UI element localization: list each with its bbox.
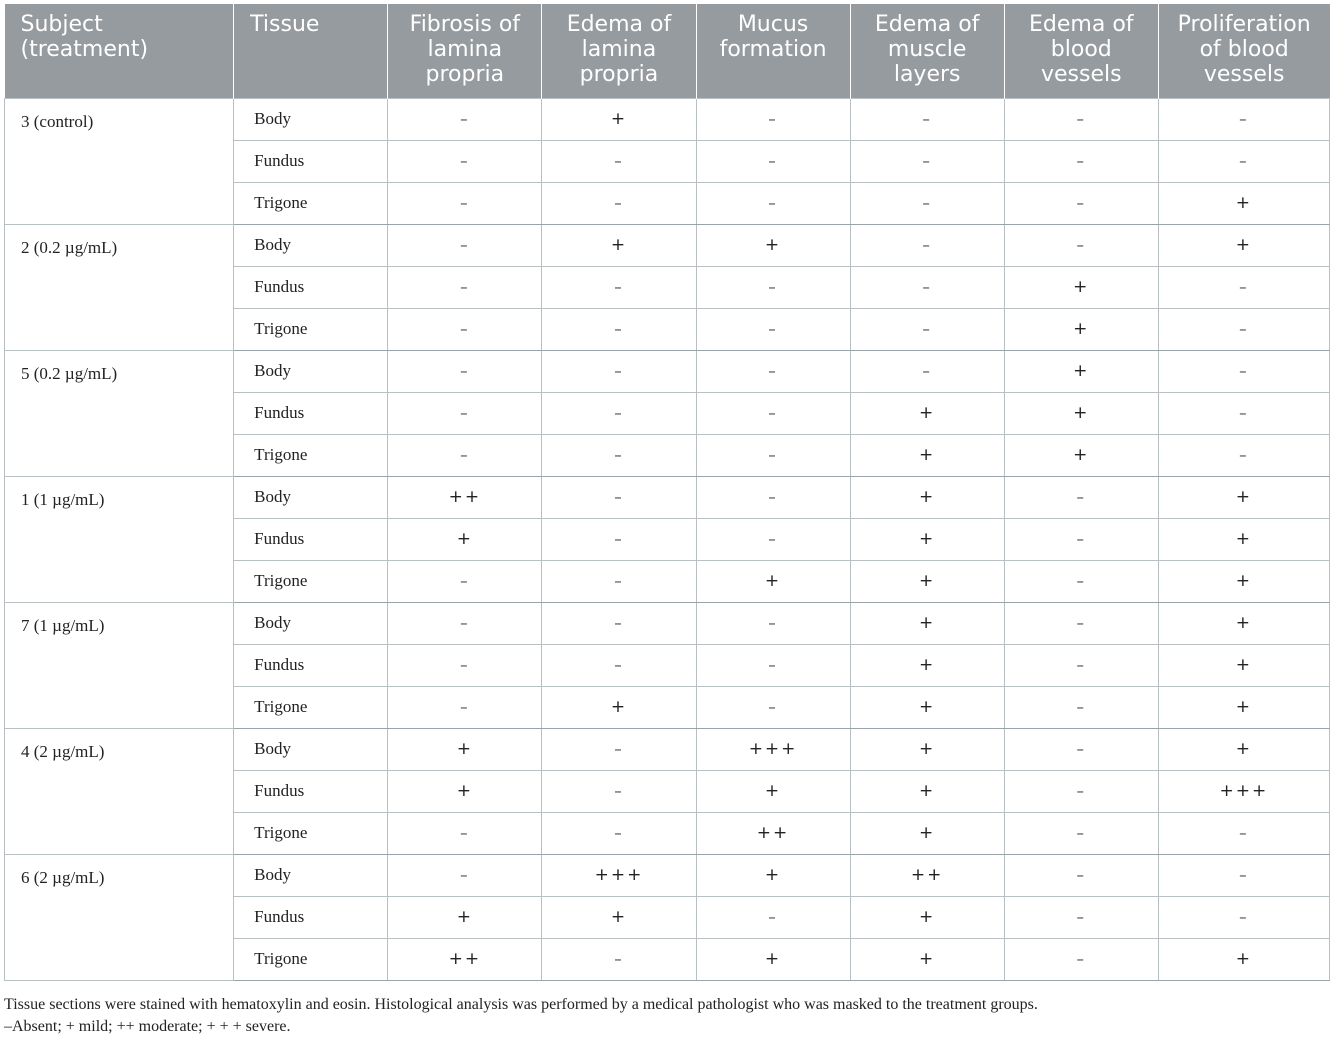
score-cell-edema-of-lamina-propria: – <box>542 770 696 812</box>
tissue-cell: Fundus <box>234 770 388 812</box>
histology-table-container <box>4 4 1330 981</box>
score-cell-edema-of-lamina-propria: – <box>542 182 696 224</box>
tissue-cell: Trigone <box>234 560 388 602</box>
score-cell-fibrosis-of-lamina-propria: – <box>388 266 542 308</box>
score-cell-mucus-formation: – <box>696 266 850 308</box>
column-header-subject-treatment <box>5 4 234 98</box>
column-header-line: Edema of <box>874 12 980 37</box>
column-header-line: layers <box>893 62 961 87</box>
score-cell-proliferation-of-blood-vessels: +++ <box>1158 770 1329 812</box>
score-cell-proliferation-of-blood-vessels: – <box>1158 98 1329 140</box>
score-cell-mucus-formation: + <box>696 560 850 602</box>
table-footnotes <box>4 994 1324 1038</box>
column-header-line: propria <box>425 62 505 87</box>
score-cell-proliferation-of-blood-vessels: + <box>1158 182 1329 224</box>
score-cell-edema-of-lamina-propria: +++ <box>542 854 696 896</box>
histology-table <box>4 4 1330 981</box>
column-header-line: Proliferation <box>1177 12 1311 37</box>
column-header-mucus-formation <box>696 4 850 98</box>
score-cell-edema-of-muscle-layers: – <box>850 182 1004 224</box>
score-cell-proliferation-of-blood-vessels: + <box>1158 644 1329 686</box>
score-cell-fibrosis-of-lamina-propria: – <box>388 560 542 602</box>
score-cell-fibrosis-of-lamina-propria: + <box>388 728 542 770</box>
score-cell-edema-of-blood-vessels: + <box>1004 308 1158 350</box>
score-cell-edema-of-blood-vessels: + <box>1004 392 1158 434</box>
score-cell-edema-of-muscle-layers: + <box>850 896 1004 938</box>
tissue-cell: Body <box>234 224 388 266</box>
score-cell-mucus-formation: – <box>696 140 850 182</box>
tissue-cell: Trigone <box>234 182 388 224</box>
score-cell-edema-of-lamina-propria: – <box>542 434 696 476</box>
score-cell-mucus-formation: – <box>696 602 850 644</box>
score-cell-fibrosis-of-lamina-propria: – <box>388 434 542 476</box>
score-cell-edema-of-muscle-layers: – <box>850 224 1004 266</box>
score-cell-edema-of-lamina-propria: – <box>542 938 696 980</box>
score-cell-proliferation-of-blood-vessels: – <box>1158 266 1329 308</box>
score-cell-edema-of-muscle-layers: + <box>850 938 1004 980</box>
score-cell-fibrosis-of-lamina-propria: – <box>388 308 542 350</box>
footnote-legend: –Absent; + mild; ++ moderate; + + + severe. <box>4 1018 291 1035</box>
score-cell-fibrosis-of-lamina-propria: – <box>388 224 542 266</box>
score-cell-edema-of-lamina-propria: – <box>542 350 696 392</box>
score-cell-proliferation-of-blood-vessels: + <box>1158 602 1329 644</box>
score-cell-mucus-formation: – <box>696 896 850 938</box>
score-cell-proliferation-of-blood-vessels: – <box>1158 308 1329 350</box>
score-cell-fibrosis-of-lamina-propria: + <box>388 770 542 812</box>
score-cell-fibrosis-of-lamina-propria: – <box>388 140 542 182</box>
subject-cell: 6 (2 µg/mL) <box>5 854 234 980</box>
score-cell-mucus-formation: + <box>696 770 850 812</box>
score-cell-edema-of-lamina-propria: + <box>542 896 696 938</box>
score-cell-edema-of-lamina-propria: + <box>542 224 696 266</box>
score-cell-edema-of-lamina-propria: – <box>542 140 696 182</box>
score-cell-proliferation-of-blood-vessels: + <box>1158 938 1329 980</box>
score-cell-proliferation-of-blood-vessels: + <box>1158 728 1329 770</box>
score-cell-edema-of-lamina-propria: + <box>542 98 696 140</box>
column-header-edema-of-lamina-propria <box>542 4 696 98</box>
score-cell-edema-of-blood-vessels: – <box>1004 896 1158 938</box>
score-cell-edema-of-blood-vessels: – <box>1004 728 1158 770</box>
column-header-line: lamina <box>581 37 657 62</box>
score-cell-edema-of-lamina-propria: – <box>542 602 696 644</box>
table-row <box>5 728 1330 770</box>
score-cell-edema-of-muscle-layers: + <box>850 686 1004 728</box>
score-cell-edema-of-muscle-layers: – <box>850 98 1004 140</box>
score-cell-proliferation-of-blood-vessels: – <box>1158 392 1329 434</box>
score-cell-fibrosis-of-lamina-propria: + <box>388 896 542 938</box>
column-header-line: vessels <box>1203 62 1285 87</box>
column-header-line: of blood <box>1199 37 1289 62</box>
subject-cell: 1 (1 µg/mL) <box>5 476 234 602</box>
table-header <box>5 4 1330 98</box>
score-cell-edema-of-muscle-layers: – <box>850 350 1004 392</box>
column-header-fibrosis-of-lamina-propria <box>388 4 542 98</box>
subject-cell: 4 (2 µg/mL) <box>5 728 234 854</box>
tissue-cell: Body <box>234 476 388 518</box>
score-cell-edema-of-lamina-propria: – <box>542 812 696 854</box>
column-header-tissue <box>234 4 388 98</box>
tissue-cell: Body <box>234 602 388 644</box>
score-cell-edema-of-muscle-layers: – <box>850 266 1004 308</box>
score-cell-edema-of-muscle-layers: – <box>850 140 1004 182</box>
score-cell-edema-of-muscle-layers: + <box>850 392 1004 434</box>
score-cell-edema-of-blood-vessels: – <box>1004 476 1158 518</box>
score-cell-fibrosis-of-lamina-propria: – <box>388 182 542 224</box>
score-cell-edema-of-lamina-propria: + <box>542 686 696 728</box>
score-cell-edema-of-blood-vessels: – <box>1004 854 1158 896</box>
tissue-cell: Fundus <box>234 896 388 938</box>
column-header-line: muscle <box>887 37 967 62</box>
subject-cell: 7 (1 µg/mL) <box>5 602 234 728</box>
score-cell-edema-of-muscle-layers: + <box>850 518 1004 560</box>
column-header-line: Edema of <box>566 12 672 37</box>
table-row <box>5 224 1330 266</box>
column-header-line: Subject <box>20 12 103 37</box>
score-cell-fibrosis-of-lamina-propria: – <box>388 350 542 392</box>
score-cell-proliferation-of-blood-vessels: – <box>1158 434 1329 476</box>
score-cell-edema-of-blood-vessels: – <box>1004 518 1158 560</box>
tissue-cell: Trigone <box>234 308 388 350</box>
score-cell-mucus-formation: – <box>696 392 850 434</box>
tissue-cell: Body <box>234 728 388 770</box>
score-cell-mucus-formation: ++ <box>696 812 850 854</box>
score-cell-fibrosis-of-lamina-propria: – <box>388 602 542 644</box>
column-header-line: blood <box>1050 37 1112 62</box>
header-row <box>5 4 1330 98</box>
score-cell-fibrosis-of-lamina-propria: – <box>388 644 542 686</box>
score-cell-edema-of-blood-vessels: – <box>1004 686 1158 728</box>
subject-cell: 5 (0.2 µg/mL) <box>5 350 234 476</box>
score-cell-fibrosis-of-lamina-propria: – <box>388 392 542 434</box>
score-cell-mucus-formation: – <box>696 434 850 476</box>
score-cell-mucus-formation: +++ <box>696 728 850 770</box>
score-cell-proliferation-of-blood-vessels: + <box>1158 560 1329 602</box>
tissue-cell: Fundus <box>234 140 388 182</box>
score-cell-edema-of-blood-vessels: – <box>1004 812 1158 854</box>
table-row <box>5 854 1330 896</box>
score-cell-edema-of-lamina-propria: – <box>542 476 696 518</box>
score-cell-edema-of-blood-vessels: – <box>1004 770 1158 812</box>
table-body <box>5 98 1330 980</box>
score-cell-mucus-formation: – <box>696 476 850 518</box>
score-cell-edema-of-muscle-layers: + <box>850 602 1004 644</box>
score-cell-edema-of-lamina-propria: – <box>542 518 696 560</box>
score-cell-edema-of-lamina-propria: – <box>542 644 696 686</box>
column-header-line: formation <box>719 37 827 62</box>
score-cell-mucus-formation: – <box>696 686 850 728</box>
score-cell-edema-of-muscle-layers: + <box>850 770 1004 812</box>
score-cell-mucus-formation: + <box>696 854 850 896</box>
score-cell-fibrosis-of-lamina-propria: – <box>388 98 542 140</box>
column-header-line: Edema of <box>1029 12 1134 37</box>
score-cell-proliferation-of-blood-vessels: – <box>1158 896 1329 938</box>
table-row <box>5 98 1330 140</box>
score-cell-mucus-formation: – <box>696 182 850 224</box>
score-cell-edema-of-muscle-layers: + <box>850 560 1004 602</box>
column-header-line: propria <box>579 62 659 87</box>
subject-cell: 3 (control) <box>5 98 234 224</box>
tissue-cell: Body <box>234 854 388 896</box>
column-header-line: (treatment) <box>20 37 149 62</box>
tissue-cell: Fundus <box>234 392 388 434</box>
score-cell-edema-of-muscle-layers: + <box>850 644 1004 686</box>
column-header-edema-of-muscle-layers <box>850 4 1004 98</box>
score-cell-fibrosis-of-lamina-propria: – <box>388 854 542 896</box>
score-cell-fibrosis-of-lamina-propria: – <box>388 686 542 728</box>
tissue-cell: Fundus <box>234 518 388 560</box>
score-cell-mucus-formation: + <box>696 224 850 266</box>
score-cell-proliferation-of-blood-vessels: + <box>1158 224 1329 266</box>
column-header-line: Fibrosis of <box>409 12 521 37</box>
tissue-cell: Body <box>234 98 388 140</box>
score-cell-edema-of-blood-vessels: – <box>1004 224 1158 266</box>
score-cell-edema-of-lamina-propria: – <box>542 266 696 308</box>
score-cell-edema-of-blood-vessels: – <box>1004 182 1158 224</box>
score-cell-proliferation-of-blood-vessels: – <box>1158 350 1329 392</box>
score-cell-mucus-formation: – <box>696 98 850 140</box>
score-cell-mucus-formation: – <box>696 644 850 686</box>
score-cell-proliferation-of-blood-vessels: + <box>1158 476 1329 518</box>
table-row <box>5 602 1330 644</box>
score-cell-edema-of-muscle-layers: – <box>850 308 1004 350</box>
score-cell-proliferation-of-blood-vessels: – <box>1158 854 1329 896</box>
score-cell-proliferation-of-blood-vessels: + <box>1158 686 1329 728</box>
score-cell-edema-of-muscle-layers: ++ <box>850 854 1004 896</box>
score-cell-edema-of-blood-vessels: – <box>1004 560 1158 602</box>
score-cell-edema-of-blood-vessels: – <box>1004 602 1158 644</box>
score-cell-mucus-formation: – <box>696 518 850 560</box>
score-cell-mucus-formation: – <box>696 350 850 392</box>
score-cell-edema-of-blood-vessels: – <box>1004 644 1158 686</box>
column-header-edema-of-blood-vessels <box>1004 4 1158 98</box>
footnote-method: Tissue sections were stained with hematoxylin and eosin. Histological analysis was performed by a medical pathologist who was masked to the treatment groups. <box>4 996 1038 1013</box>
tissue-cell: Trigone <box>234 812 388 854</box>
score-cell-edema-of-lamina-propria: – <box>542 308 696 350</box>
score-cell-fibrosis-of-lamina-propria: – <box>388 812 542 854</box>
column-header-proliferation-of-blood-vessels <box>1158 4 1329 98</box>
score-cell-fibrosis-of-lamina-propria: + <box>388 518 542 560</box>
column-header-line: vessels <box>1040 62 1122 87</box>
score-cell-edema-of-muscle-layers: + <box>850 476 1004 518</box>
score-cell-edema-of-lamina-propria: – <box>542 728 696 770</box>
score-cell-edema-of-lamina-propria: – <box>542 560 696 602</box>
score-cell-fibrosis-of-lamina-propria: ++ <box>388 938 542 980</box>
score-cell-proliferation-of-blood-vessels: – <box>1158 140 1329 182</box>
score-cell-edema-of-muscle-layers: + <box>850 434 1004 476</box>
score-cell-edema-of-blood-vessels: + <box>1004 350 1158 392</box>
tissue-cell: Fundus <box>234 644 388 686</box>
score-cell-mucus-formation: – <box>696 308 850 350</box>
tissue-cell: Trigone <box>234 686 388 728</box>
tissue-cell: Trigone <box>234 938 388 980</box>
score-cell-proliferation-of-blood-vessels: + <box>1158 518 1329 560</box>
score-cell-edema-of-muscle-layers: + <box>850 728 1004 770</box>
score-cell-edema-of-blood-vessels: – <box>1004 938 1158 980</box>
tissue-cell: Fundus <box>234 266 388 308</box>
subject-cell: 2 (0.2 µg/mL) <box>5 224 234 350</box>
score-cell-fibrosis-of-lamina-propria: ++ <box>388 476 542 518</box>
score-cell-proliferation-of-blood-vessels: – <box>1158 812 1329 854</box>
table-row <box>5 350 1330 392</box>
tissue-cell: Trigone <box>234 434 388 476</box>
score-cell-mucus-formation: + <box>696 938 850 980</box>
score-cell-edema-of-blood-vessels: – <box>1004 98 1158 140</box>
score-cell-edema-of-blood-vessels: – <box>1004 140 1158 182</box>
column-header-line: Tissue <box>250 12 320 37</box>
table-row <box>5 476 1330 518</box>
column-header-line: lamina <box>427 37 503 62</box>
tissue-cell: Body <box>234 350 388 392</box>
score-cell-edema-of-blood-vessels: + <box>1004 434 1158 476</box>
score-cell-edema-of-blood-vessels: + <box>1004 266 1158 308</box>
score-cell-edema-of-muscle-layers: + <box>850 812 1004 854</box>
score-cell-edema-of-lamina-propria: – <box>542 392 696 434</box>
column-header-line: Mucus <box>737 12 809 37</box>
